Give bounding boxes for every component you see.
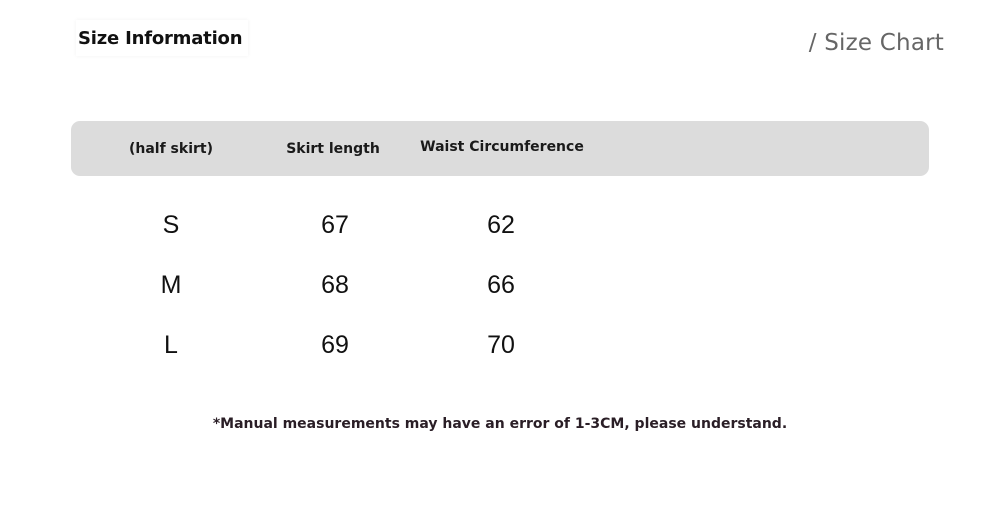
table-header [71, 121, 929, 176]
column-header-skirt-length: Skirt length [286, 140, 380, 157]
measurement-note: *Manual measurements may have an error of 1-3CM, please understand. [212, 416, 788, 432]
table-row [71, 265, 929, 305]
column-header-size: (half skirt) [128, 140, 213, 157]
table-row [71, 205, 929, 245]
section-title: Size Information [78, 27, 243, 49]
skirt-length-cell: 67 [321, 210, 349, 239]
skirt-length-cell: 69 [321, 330, 349, 359]
waist-cell: 70 [487, 330, 515, 359]
column-header-waist: Waist Circumference [420, 138, 584, 155]
size-cell: L [164, 330, 178, 359]
size-cell: M [160, 270, 182, 299]
skirt-length-cell: 68 [321, 270, 349, 299]
waist-cell: 66 [487, 270, 515, 299]
waist-cell: 62 [487, 210, 515, 239]
section-tag [76, 20, 248, 56]
table-row [71, 325, 929, 365]
size-cell: S [162, 210, 180, 239]
chart-title: / Size Chart [808, 30, 944, 56]
